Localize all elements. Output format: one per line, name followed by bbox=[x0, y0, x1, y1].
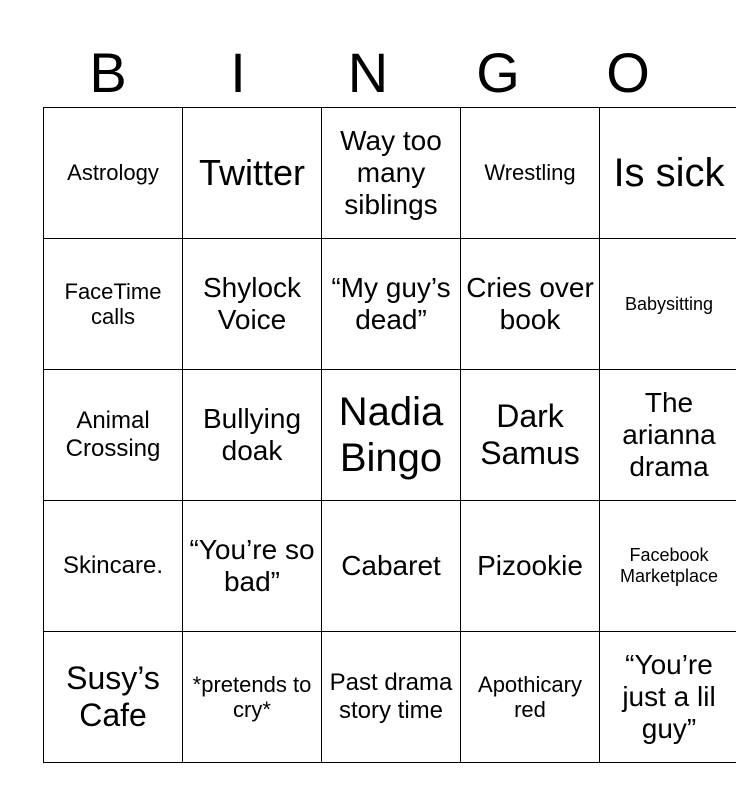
bingo-row-3 bbox=[44, 370, 736, 501]
header-letter-i: I bbox=[230, 41, 246, 104]
bingo-row-2 bbox=[44, 239, 736, 370]
bingo-cell: Dark Samus bbox=[461, 370, 600, 501]
header-letter-b: B bbox=[89, 41, 127, 104]
bingo-cell: Susy’s Cafe bbox=[44, 632, 183, 763]
bingo-cell: Skincare. bbox=[44, 501, 183, 632]
bingo-cell: Way too many siblings bbox=[322, 108, 461, 239]
bingo-cell: Apothicary red bbox=[461, 632, 600, 763]
bingo-cell: Is sick bbox=[600, 108, 736, 239]
bingo-cell: Shylock Voice bbox=[183, 239, 322, 370]
bingo-cell: “You’re so bad” bbox=[183, 501, 322, 632]
bingo-cell: Facebook Marketplace bbox=[600, 501, 736, 632]
bingo-cell: Pizookie bbox=[461, 501, 600, 632]
bingo-cell: “You’re just a lil guy” bbox=[600, 632, 736, 763]
header-letter-g: G bbox=[476, 41, 520, 104]
bingo-cell: Twitter bbox=[183, 108, 322, 239]
bingo-cell-free: Nadia Bingo bbox=[322, 370, 461, 501]
bingo-cell: Wrestling bbox=[461, 108, 600, 239]
bingo-cell: Astrology bbox=[44, 108, 183, 239]
bingo-cell: Cries over book bbox=[461, 239, 600, 370]
bingo-cell: *pretends to cry* bbox=[183, 632, 322, 763]
bingo-cell: Animal Crossing bbox=[44, 370, 183, 501]
bingo-row-1 bbox=[44, 108, 736, 239]
bingo-cell: Bullying doak bbox=[183, 370, 322, 501]
bingo-row-5 bbox=[44, 632, 736, 763]
bingo-card-grid bbox=[43, 107, 736, 763]
bingo-cell: Cabaret bbox=[322, 501, 461, 632]
bingo-row-4 bbox=[44, 501, 736, 632]
bingo-header bbox=[43, 40, 693, 106]
header-letter-o: O bbox=[606, 41, 650, 104]
bingo-cell: The arianna drama bbox=[600, 370, 736, 501]
bingo-cell: “My guy’s dead” bbox=[322, 239, 461, 370]
bingo-cell: Babysitting bbox=[600, 239, 736, 370]
bingo-cell: Past drama story time bbox=[322, 632, 461, 763]
bingo-cell: FaceTime calls bbox=[44, 239, 183, 370]
header-letter-n: N bbox=[347, 41, 389, 104]
